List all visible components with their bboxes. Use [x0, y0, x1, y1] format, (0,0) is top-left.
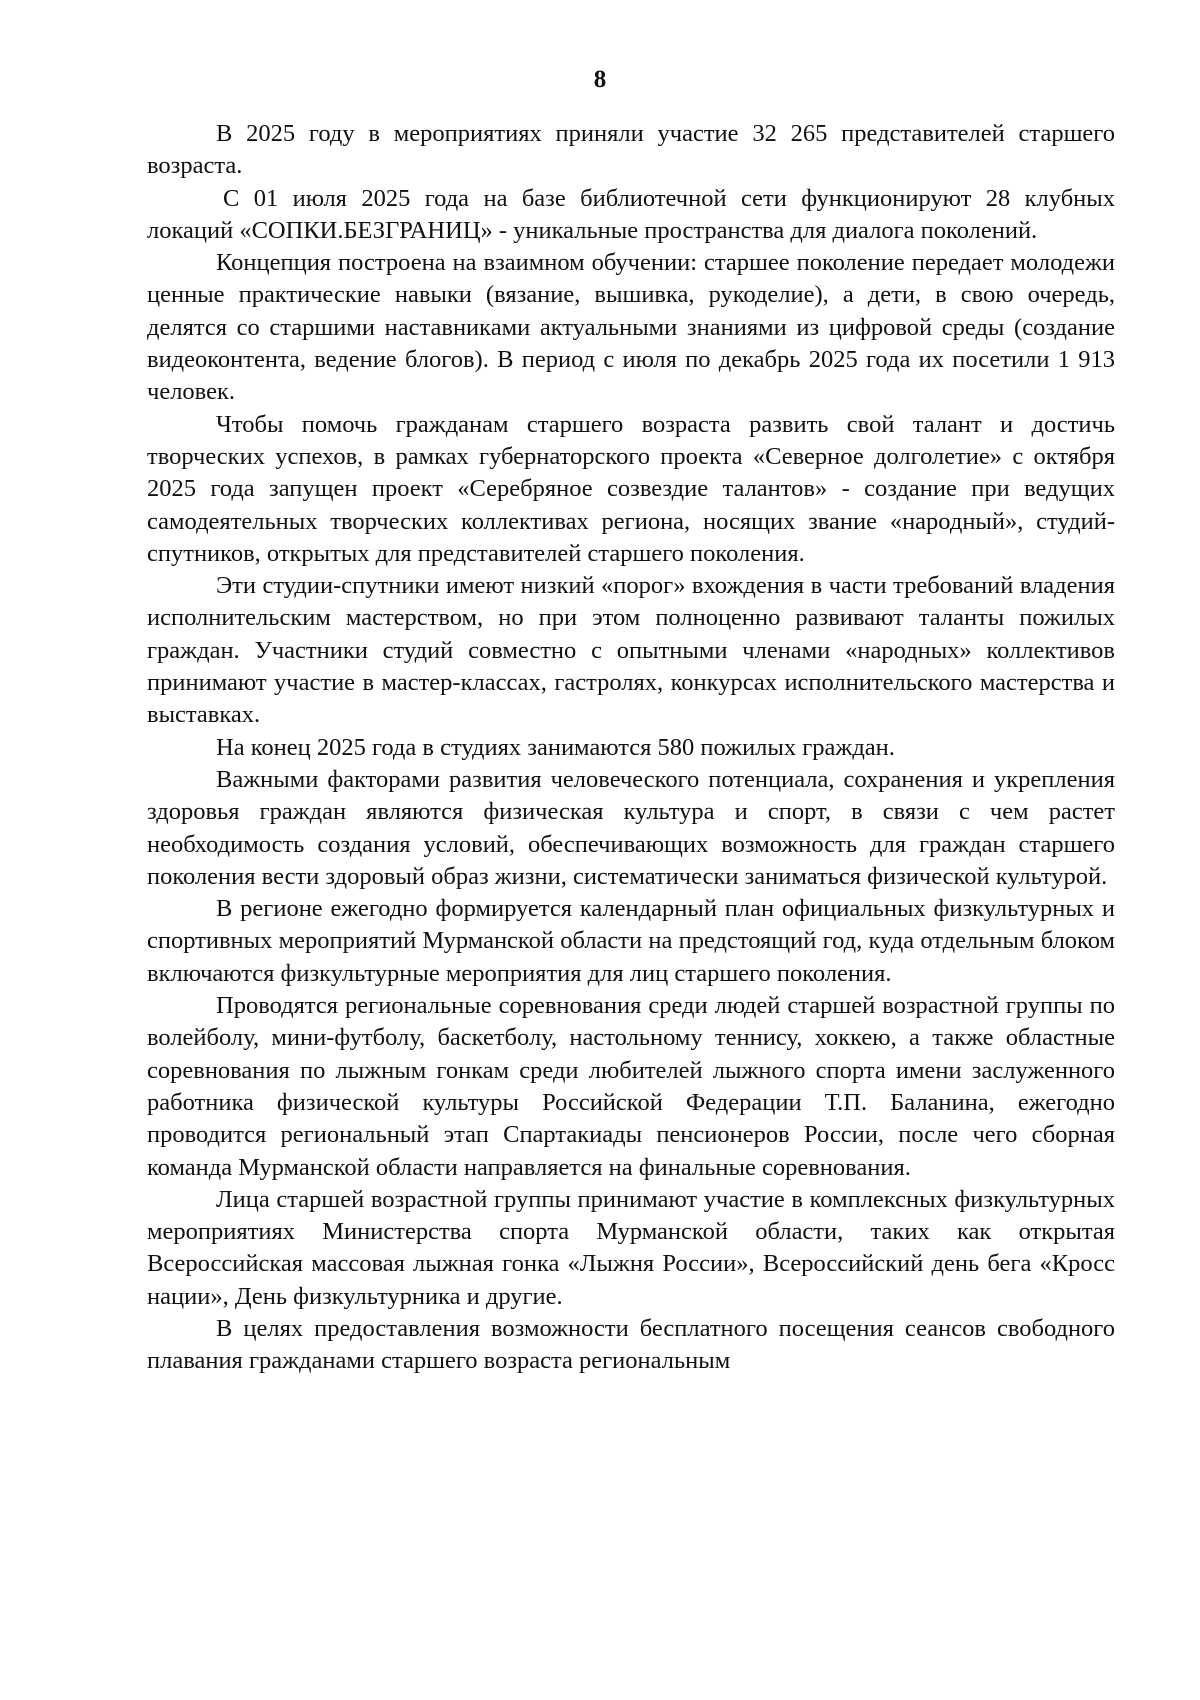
paragraph-regional-competitions: Проводятся региональные соревнования среди людей старшей возрастной группы по волейболу, мини-футболу, баскетболу, настольному теннису, хоккею, а также областные соревнования по лыжным гонкам среди любителей лыжного спорта имени заслуженного работника физической культуры Российской Федерации Т.П. Баланина, ежегодно проводится региональный этап Спартакиады пенсионеров России, после чего сборная команда Мурманской области направляется на финальные соревнования. [147, 992, 1115, 1181]
paragraph-calendar-plan: В регионе ежегодно формируется календарный план официальных физкультурных и спортивных мероприятий Мурманской области на предстоящий год, куда отдельным блоком включаются физкультурные мероприятия для лиц старшего поколения. [147, 895, 1115, 987]
page-number: 8 [593, 66, 607, 93]
paragraph-club-locations: С 01 июля 2025 года на базе библиотечной сети функционируют 28 клубных локаций «СОПКИ.БЕЗГРАНИЦ» - уникальные пространства для диалога поколений. [147, 184, 1115, 244]
paragraph-physical-culture: Важными факторами развития человеческого потенциала, сохранения и укрепления здоровья граждан являются физическая культура и спорт, в связи с чем растет необходимость создания условий, обеспечивающих возможность для граждан старшего поколения вести здоровый образ жизни, систематически заниматься физической культурой. [147, 765, 1115, 890]
paragraph-complex-events: Лица старшей возрастной группы принимают участие в комплексных физкультурных мероприятиях Министерства спорта Мурманской области, таких как открытая Всероссийская массовая лыжная гонка «Лыжня России», Всероссийский день бега «Кросс нации», День физкультурника и другие. [147, 1185, 1115, 1310]
paragraph-studio-members: На конец 2025 года в студиях занимаются 580 пожилых граждан. [216, 733, 895, 761]
paragraph-participants-2025: В 2025 году в мероприятиях приняли участие 32 265 представителей старшего возраста. [147, 120, 1115, 180]
paragraph-silver-constellation: Чтобы помочь гражданам старшего возраста развить свой талант и достичь творческих успехов, в рамках губернаторского проекта «Северное долголетие» с октября 2025 года запущен проект «Серебряное созвездие талантов» - создание при ведущих самодеятельных творческих коллективах региона, носящих звание «народный», студий-спутников, открытых для представителей старшего поколения. [147, 410, 1115, 567]
paragraph-free-swimming: В целях предоставления возможности бесплатного посещения сеансов свободного плавания гражданами старшего возраста региональным [147, 1314, 1115, 1375]
paragraph-satellite-studios: Эти студии-спутники имеют низкий «порог» вхождения в части требований владения исполнительским мастерством, но при этом полноценно развивают таланты пожилых граждан. Участники студий совместно с опытными членами «народных» коллективов принимают участие в мастер-классах, гастролях, конкурсах исполнительского мастерства и выставках. [147, 572, 1115, 729]
document-body [147, 118, 1115, 1378]
paragraph-mutual-learning: Концепция построена на взаимном обучении: старшее поколение передает молодежи ценные практические навыки (вязание, вышивка, рукоделие), а дети, в свою очередь, делятся со старшими наставниками актуальными знаниями из цифровой среды (создание видеоконтента, ведение блогов). В период с июля по декабрь 2025 года их посетили 1 913 человек. [147, 249, 1115, 406]
